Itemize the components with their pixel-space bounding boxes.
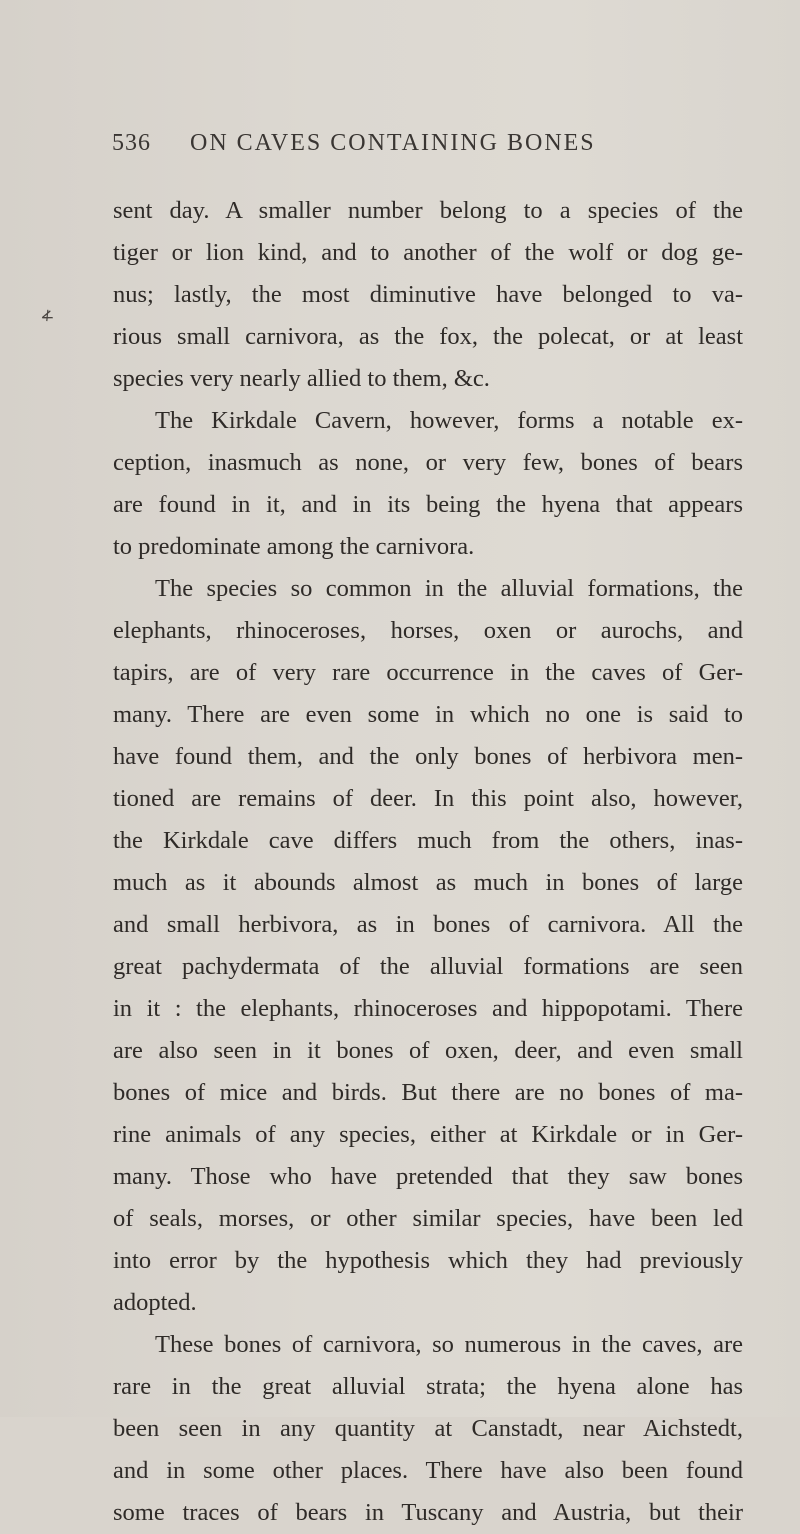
text-line: tioned are remains of deer. In this point also, however, — [113, 785, 743, 812]
text-line: some traces of bears in Tuscany and Austria, but their — [113, 1499, 743, 1526]
text-line: the Kirkdale cave differs much from the others, inas- — [113, 827, 743, 854]
text-line: into error by the hypothesis which they had previously — [113, 1247, 743, 1274]
text-line: rare in the great alluvial strata; the hyena alone has — [113, 1373, 743, 1400]
text-line: many. Those who have pretended that they saw bones — [113, 1163, 743, 1190]
text-line: many. There are even some in which no one is said to — [113, 701, 743, 728]
text-line: are also seen in it bones of oxen, deer, and even small — [113, 1037, 743, 1064]
body-text — [113, 190, 743, 1534]
margin-mark: ≮ — [37, 304, 57, 327]
text-line: rious small carnivora, as the fox, the polecat, or at least — [113, 323, 743, 350]
text-line: The Kirkdale Cavern, however, forms a notable ex- — [155, 407, 743, 434]
text-line: nus; lastly, the most diminutive have belonged to va- — [113, 281, 743, 308]
running-head: ON CAVES CONTAINING BONES — [190, 130, 596, 156]
page-header — [112, 130, 596, 157]
text-line: and small herbivora, as in bones of carnivora. All the — [113, 911, 743, 938]
text-line: great pachydermata of the alluvial formations are seen — [113, 953, 743, 980]
text-line: tapirs, are of very rare occurrence in the caves of Ger- — [113, 659, 743, 686]
text-line: sent day. A smaller number belong to a species of the — [113, 197, 743, 224]
text-line: are found in it, and in its being the hyena that appears — [113, 491, 743, 518]
text-line: The species so common in the alluvial formations, the — [155, 575, 743, 602]
page-number: 536 — [112, 130, 151, 156]
text-line: tiger or lion kind, and to another of the wolf or dog ge- — [113, 239, 743, 266]
text-line: much as it abounds almost as much in bones of large — [113, 869, 743, 896]
text-line: have found them, and the only bones of herbivora men- — [113, 743, 743, 770]
text-line: rine animals of any species, either at Kirkdale or in Ger- — [113, 1121, 743, 1148]
text-line: in it : the elephants, rhinoceroses and hippopotami. There — [113, 995, 743, 1022]
text-line: These bones of carnivora, so numerous in the caves, are — [155, 1331, 743, 1358]
text-line: species very nearly allied to them, &c. — [113, 365, 490, 392]
text-line: of seals, morses, or other similar species, have been led — [113, 1205, 743, 1232]
text-line: to predominate among the carnivora. — [113, 533, 475, 560]
text-line: ception, inasmuch as none, or very few, bones of bears — [113, 449, 743, 476]
text-line: adopted. — [113, 1289, 197, 1316]
text-line: and in some other places. There have also been found — [113, 1457, 743, 1484]
text-line: elephants, rhinoceroses, horses, oxen or aurochs, and — [113, 617, 743, 644]
text-line: been seen in any quantity at Canstadt, near Aichstedt, — [113, 1415, 743, 1442]
text-line: bones of mice and birds. But there are no bones of ma- — [113, 1079, 743, 1106]
